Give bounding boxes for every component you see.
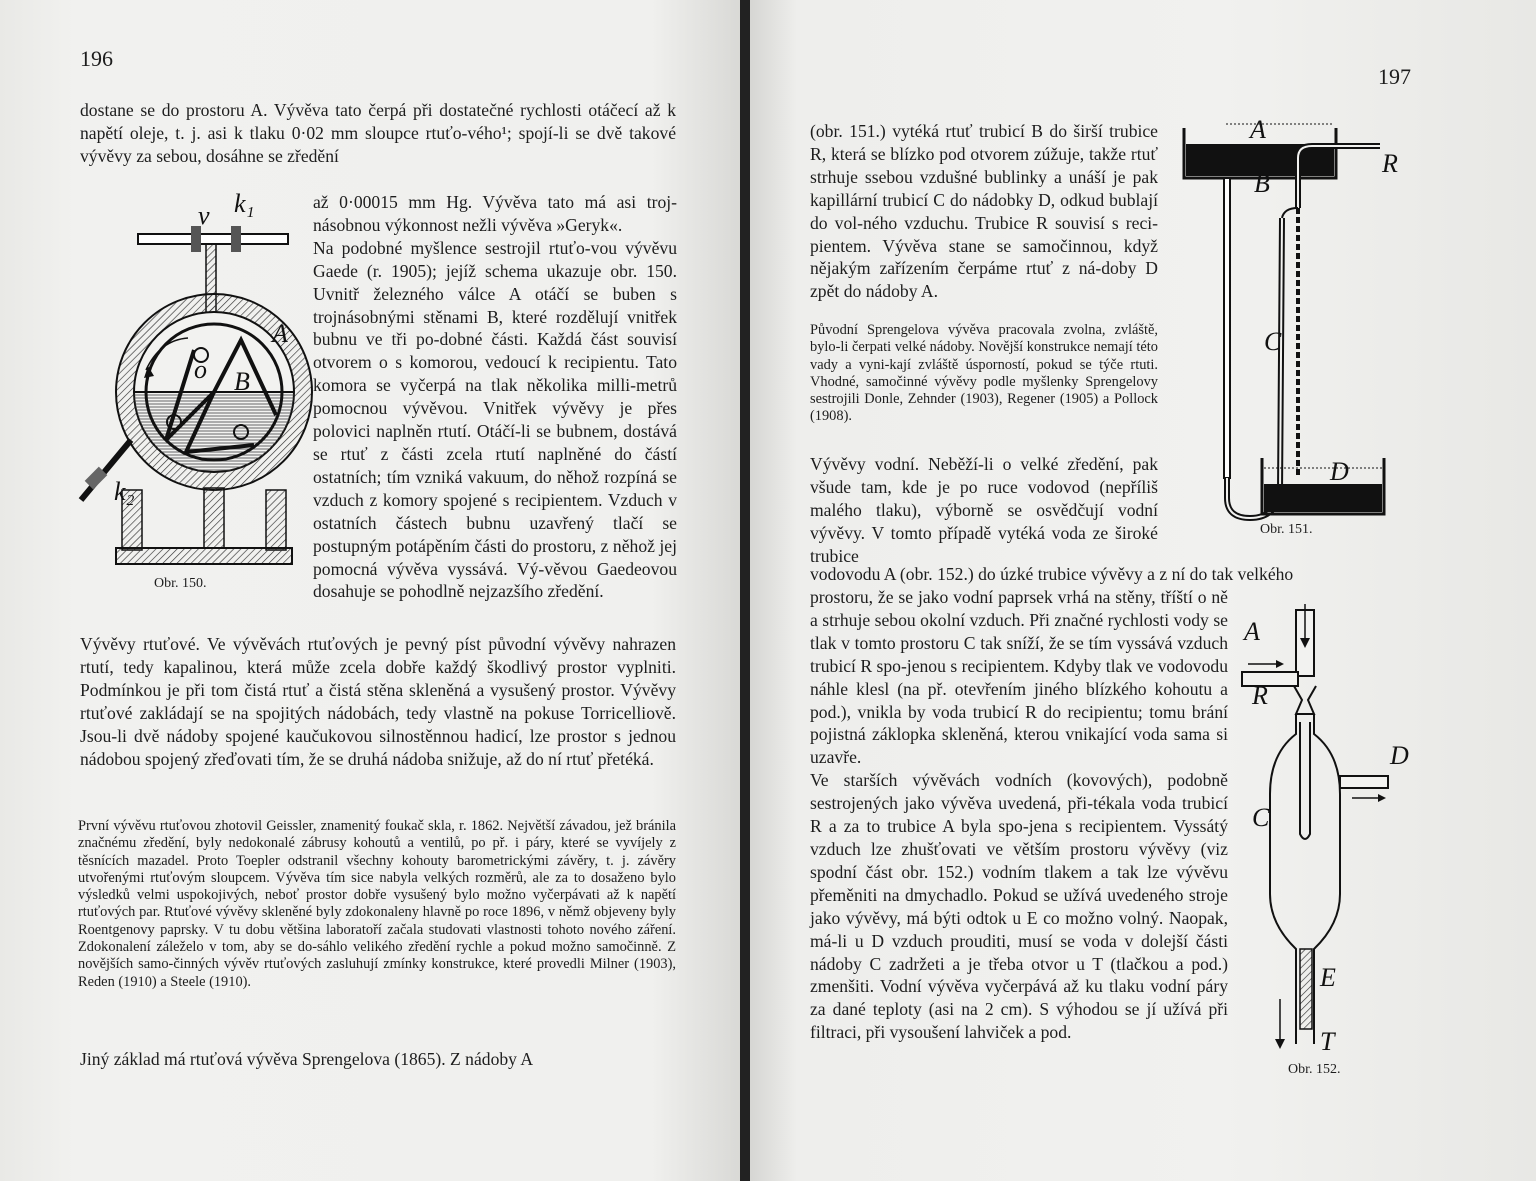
figure-151-caption: Obr. 151.	[1260, 522, 1313, 537]
label-o: o	[194, 355, 207, 384]
label-A: A	[1250, 115, 1266, 144]
label-B: B	[234, 367, 250, 396]
label-E: E	[1320, 963, 1336, 992]
label-A: A	[1244, 617, 1260, 646]
paragraph-sprengel: Jiný základ má rtuťová vývěva Sprengelova (1865). Z nádoby A	[80, 1049, 534, 1069]
page-number: 197	[1378, 64, 1411, 89]
paragraph-history-small: První vývěvu rtuťovou zhotovil Geissler, znamenitý foukač skla, r. 1862. Největší závadou, jež bránila značnému zředění, byly nedokonalé zábrusy kohoutů a ventilů, po př. i páry, které se vyvíjely z těsnících mazadel. Proto Toepler odstranil všechny kohouty barometrickými závěry, t. j. závěry utvořenými rtuťovým sloupcem. Vývěva tím sice nabyla velkých rozměrů, ale za to dosaženo bylo výsledků velmi uspokojivých, neboť prostor dobře vysušený bylo možno vyčerpávati až k napětí rtuťových par. Rtuťové vývěvy skleněné byly zdokonaleny hlavně po roce 1896, v němž objeveny byly Roentgenovy paprsky. V tu dobu většina laboratoří začala studovati vlastnosti tohoto nového záření. Zdokonalení záleželo v tom, aby se do-sáhlo velikého zředění rychle a pokud možno samočinně. Z novějších samo-činných vývěv rtuťových zasluhují zmínky konstrukce, které provedli Milner (1903), Reden (1910) a Steele (1910).	[78, 818, 676, 990]
paragraph-sprengel-small: Původní Sprengelova vývěva pracovala zvolna, zvláště, bylo-li čerpati velké nádoby. Novější konstrukce nemají této vady a vyni-kají zvláště úsporností, pokud se týče rtuti. Vhodné, samočinné vývěvy podle myšlenky Sprengelovy sestrojili Donle, Zehnder (1903), Regener (1905) a Pollock (1908).	[810, 322, 1158, 425]
label-v: v	[198, 201, 210, 230]
figure-152-water-pump	[1240, 604, 1430, 1059]
label-R: R	[1252, 681, 1268, 710]
paragraph-gaede: až 0·00015 mm Hg. Vývěva tato má asi troj-násobnou výkonnost nežli vývěva »Geryk«. Na podobné myšlence sestrojil rtuťo-vou vývěvu Gaede (r. 1905); jejíž schema ukazuje obr. 150. Uvnitř železného válce A otáčí se buben s trojnásobnými stěnami B, které rozdělují vnitřek bubnu ve tři po-dobné části. Každá část souvisí otvorem o s komorou, vedoucí k recipientu. Tato komora se vyčerpá na tlak několika milli-metrů pomocnou vývěvou. Vnitřek vývěvy je přes polovici naplněn rtutí. Otáčí-li se bubnem, dostává se rtuť z části zcela rtutí naplněné do částí ostatních; tím vzniká vakuum, do něhož rozpíná se vzduch z komory spojené s recipientem. Vzduch v ostatních částech bubnu uzavřený tlačí se postupným potápěním části do prostoru, z něhož jej pomocná vývěva vyssává. Vý-věvou Gaedeovou dosahuje se pohodlně nejzazšího zředění.	[313, 192, 677, 602]
label-k1: k₁	[234, 189, 255, 218]
label-C: C	[1252, 803, 1270, 832]
right-page	[750, 0, 1536, 1181]
label-k2: k₂	[114, 477, 135, 506]
figure-150-caption: Obr. 150.	[154, 576, 207, 591]
figure-150-gaede-pump	[76, 190, 312, 575]
label-D: D	[1330, 457, 1349, 486]
label-R: R	[1382, 149, 1398, 178]
paragraph-water-pumps-rest: prostoru, že se jako vodní paprsek vrhá na stěny, tříští o ně a strhuje sebou okolní vzduch. Při značné rychlosti vody se tlak v tomto prostoru C tak sníží, že se tím vyssává vzduch trubicí R spo-jenou s recipientem. Kdyby tlak ve vodovodu náhle klesl (na př. otevřením jiného blízkého kohoutu a pod.), vnikla by voda trubicí R do recipientu; tomu brání pojistná záklopka skleněná, kterou vnikající voda sama si uzavře. Ve starších vývěvách vodních (kovových), podobně sestrojených jako vývěva uvedená, při-tékala voda trubicí R a za to trubice A byla spo-jena s recipientem. Vyssátý vzduch lze zhušťovati ve větším prostoru vývěvy (viz spodní část obr. 152.) vodním tlakem a tak lze vývěvu přeměniti na dmychadlo. Pokud se užívá uvedeného stroje jako vývěvy, má býti odtok u E co možno volný. Naopak, má-li u D vzduch prouditi, musí se voda v dolejší části nádoby C zadržeti a je třeba otvor u T (tlačkou a pod.) zmenšiti. Vodní vývěva vyčerpává až ku tlaku vodní páry za dané teploty (asi na 2 cm). S výhodou se jí užívá při filtraci, při vysoušení lahviček a pod.	[810, 587, 1228, 1043]
figure-151-sprengel-pump	[1180, 115, 1420, 528]
paragraph-sprengel-desc: (obr. 151.) vytéká rtuť trubicí B do širší trubice R, která se blízko pod otvorem zúžuje, takže rtuť strhuje ssebou vzdušné bublinky a unáší je pak kapillární trubicí C do nádobky D, odkud bublají do vol-ného vzduchu. Trubice R souvisí s reci-pientem. Vývěva stane se samočinnou, když nějakým zařízením čerpáme rtuť z ná-doby D zpět do nádoby A.	[810, 121, 1158, 302]
label-D: D	[1390, 741, 1409, 770]
label-B: B	[1254, 169, 1270, 198]
label-A: A	[272, 319, 288, 348]
paragraph-mercury-pumps: Vývěvy rtuťové. Ve vývěvách rtuťových je pevný píst původní vývěvy nahrazen rtutí, tedy kapalinou, která může zcela dobře každý škodlivý prostor vyplniti. Podmínkou je při tom čistá rtuť a čistá stěna skleněná a vysušený prostor. Vývěvy rtuťové zakládají se na spojitých nádobách, tedy vlastně na pokuse Torricelliově. Jsou-li dvě nádoby spojené kaučukovou silnostěnnou hadicí, lze prostor s jednou nádobou spojený zřeďovati tím, že se druhá nádoba snižuje, až do ní rtuť přetéká.	[80, 634, 676, 769]
page-number: 196	[80, 46, 113, 71]
label-C: C	[1264, 327, 1282, 356]
left-page	[0, 0, 740, 1181]
label-T: T	[1320, 1027, 1335, 1056]
figure-152-caption: Obr. 152.	[1288, 1062, 1341, 1077]
paragraph-intro: dostane se do prostoru A. Vývěva tato čerpá při dostatečné rychlosti otáčecí až k napětí oleje, t. j. asi k tlaku 0·02 mm sloupce rtuťo-vého¹; spojí-li se dvě takové vývěvy za sebou, dosáhne se zředění	[80, 100, 676, 166]
paragraph-water-pumps-wide: vodovodu A (obr. 152.) do úzké trubice vývěvy a z ní do tak velkého	[810, 564, 1294, 584]
paragraph-water-pumps: Vývěvy vodní. Neběží-li o velké zředění, pak všude tam, kde je po ruce vodovod (nepříliš malého tlaku), výborně se osvědčují vodní vývěvy. V tomto případě vytéká voda ze široké trubice	[810, 454, 1158, 566]
gutter	[740, 0, 750, 1181]
